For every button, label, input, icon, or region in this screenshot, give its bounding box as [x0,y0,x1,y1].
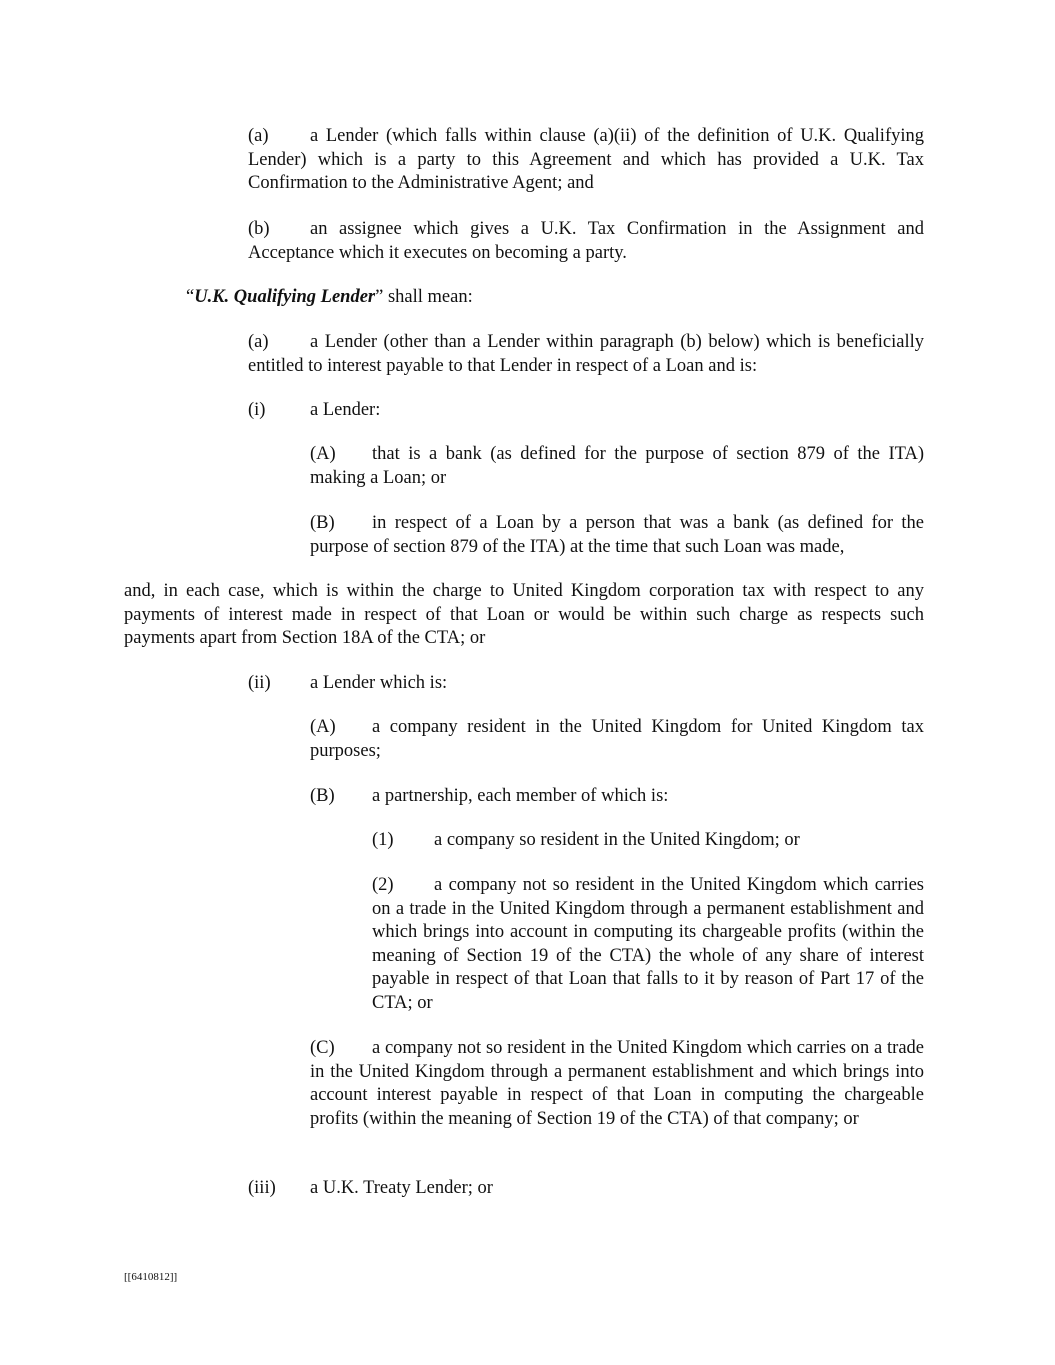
paragraph-text: a U.K. Treaty Lender; or [310,1178,493,1198]
paragraph-2-company-not-resident [310,874,924,1015]
paragraph-text: a Lender: [310,400,381,420]
paragraph-text: in respect of a Loan by a person that was a bank (as defined for the purpose of section 879 of the ITA) at the time that such Loan was made, [310,513,924,557]
paragraph-text: that is a bank (as defined for the purpose of section 879 of the ITA) making a Loan; or [310,444,924,488]
paragraph-A-company-resident [248,716,924,763]
paragraph-in-each-case [124,580,924,651]
paragraph-label: (A) [310,717,336,737]
paragraph-a-tax-confirmation [124,125,924,196]
paragraph-text: a Lender which is: [310,673,448,693]
document-id-footer: [[6410812]] [124,1271,178,1283]
paragraph-B-loan-by-bank [248,512,924,559]
definition-intro: ” shall mean: [375,287,473,307]
open-quote: “ [186,287,195,307]
paragraph-text: a Lender (which falls within clause (a)(ii) of the definition of U.K. Qualifying Lender) which is a party to this Agreement and which has provided a U.K. Tax Confirmation to the Administrative Agent; and [248,126,924,193]
paragraph-i-lender [248,399,924,423]
paragraph-label: (C) [310,1038,335,1058]
paragraph-text: a company so resident in the United Kingdom; or [434,830,800,850]
paragraph-label: (A) [310,444,336,464]
paragraph-label: (i) [248,400,266,420]
paragraph-B-partnership [248,785,924,809]
paragraph-text: a company not so resident in the United Kingdom which carries on a trade in the United Kingdom through a permanent establishment and which brings into account interest payable in respect of that Loan in computing the chargeable profits (within the meaning of Section 19 of the CTA) of that company; or [310,1038,924,1129]
paragraph-label: (B) [310,513,335,533]
paragraph-label: (ii) [248,673,271,693]
paragraph-label: (1) [372,830,394,850]
paragraph-text: and, in each case, which is within the charge to United Kingdom corporation tax with respect to any payments of interest made in respect of that Loan or would be within such charge as respects such payments apart from Section 18A of the CTA; or [124,581,924,648]
paragraph-text: a partnership, each member of which is: [372,786,669,806]
paragraph-text: a Lender (other than a Lender within paragraph (b) below) which is beneficially entitled to interest payable to that Lender in respect of a Loan and is: [248,332,924,376]
defined-term: U.K. Qualifying Lender [194,287,376,307]
paragraph-label: (iii) [248,1178,276,1198]
paragraph-C-company-permanent-establishment [248,1037,924,1131]
paragraph-A-bank [248,443,924,490]
paragraph-label: (B) [310,786,335,806]
paragraph-label: (a) [248,126,269,146]
paragraph-1-company-so-resident [310,829,924,853]
paragraph-a-beneficially-entitled [124,331,924,378]
paragraph-label: (2) [372,875,394,895]
paragraph-text: a company not so resident in the United Kingdom which carries on a trade in the United Kingdom through a permanent establishment and which brings into account in computing its chargeable profits (within the meaning of Section 19 of the CTA) the whole of any share of interest payable in respect of that Loan that falls to it by reason of Part 17 of the CTA; or [372,875,924,1013]
paragraph-ii-lender [248,672,924,696]
paragraph-label: (b) [248,219,270,239]
paragraph-iii-treaty-lender [248,1177,924,1201]
paragraph-label: (a) [248,332,269,352]
paragraph-text: a company resident in the United Kingdom for United Kingdom tax purposes; [310,717,924,761]
paragraph-b-assignee [124,218,924,265]
paragraph-text: an assignee which gives a U.K. Tax Confirmation in the Assignment and Acceptance which it executes on becoming a party. [248,219,924,263]
definition-heading [124,286,924,310]
